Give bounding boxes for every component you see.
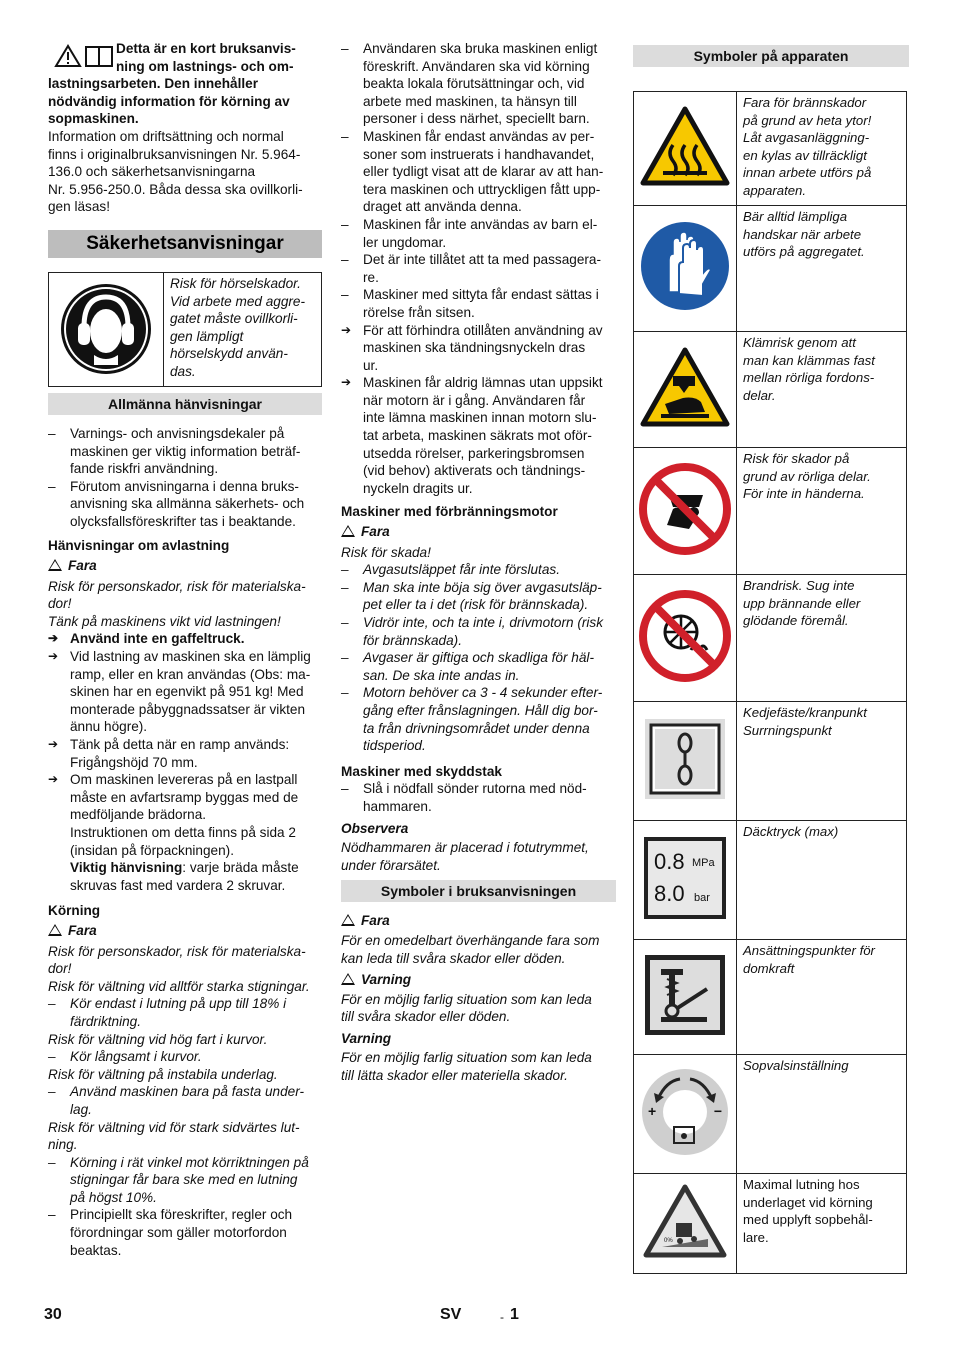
text-line: rörelse från sitsen. [363,304,475,320]
text-line: – Motorn behöver ca 3 - 4 sekunder efter- [363,685,603,701]
list-item [48,1206,322,1259]
varning-label: Varning [361,972,412,988]
text-line: fande riskfri användning. [70,461,219,477]
text-line: föreskrift. Användaren ska vid körning [363,58,590,74]
text-line: ramp, eller en kran användas (Obs: ma- [70,666,311,682]
text-line: till lätta skador eller materiella skador. [341,1068,568,1084]
text-line: tidsperiod. [363,738,426,754]
symbol-text: delar. [743,387,776,403]
text-line: – Det är inte tillåtet att ta med passagera- [363,252,602,268]
symbol-text: underlaget vid körning [743,1194,873,1210]
no-hand-reach-icon [634,448,737,575]
list-item [48,1083,322,1118]
symbol-text: innan arbete utförs på [743,165,872,181]
manual-symbols-title: Symboler i bruksanvisningen [341,880,616,902]
crush-hand-warning-icon [634,332,737,448]
text-line: – Man ska inte böja sig över avgasutsläp- [363,579,602,595]
symbol-text: Bär alltid lämpliga [743,209,848,224]
text-line: personer i dess närhet, speciellt barn. [363,111,590,127]
driving-title: Körning [48,903,101,919]
text-line: när motorn är i gång. Användaren får [363,392,586,408]
text-line: tat arbeta, maskinen säkrats mot oför- [363,428,592,444]
intro-bold-5: sopmaskinen. [48,111,139,127]
text-line: – Maskinen får inte användas av barn el- [363,216,598,232]
hot-surface-warning-icon [634,92,737,206]
text-line: nyckeln dragits ur. [363,480,473,496]
intro-line: gen läsas! [48,199,110,215]
text-line: ➔ Tänk på detta när en ramp används: [70,737,290,753]
text-line: maskinen ger viktig information beträf- [70,443,301,459]
varning-heading: Varning [341,1030,392,1046]
text-line: Risk för vältning på instabila underlag. [48,1066,278,1082]
symbol-text: man kan klämmas fast [743,352,875,368]
text-line: skinen har en egenvikt på 951 kg! Med [70,684,304,700]
intro-line: 136.0 och säkerhetsanvisningarna [48,164,256,180]
symbol-text: lare. [743,1229,769,1245]
text-line: (insidan på förpackningen). [70,842,234,858]
symbol-text: handskar när arbete [743,226,862,242]
text-line: dor! [48,961,72,977]
text-line: maskinen ska tändningsnyckeln dras [363,340,586,356]
section-title: Säkerhetsanvisningar [48,230,322,258]
intro-line: finns i originalbruksanvisningen Nr. 5.964- [48,146,301,162]
list-item [341,614,616,649]
column-left [48,40,322,1259]
text-line: olycksfallsföreskrifter tas i beaktande. [70,513,296,529]
list-item [341,286,616,321]
device-symbols-title: Symboler på apparaten [633,45,909,67]
text-line: under förarsätet. [341,857,441,873]
page-number: 30 [44,1306,62,1323]
symbol-text: apparaten. [743,182,807,198]
warning-icon [341,914,355,926]
list-item [48,995,322,1030]
text-line: – Maskiner med sittyta får endast sättas i [363,287,599,303]
symbol-text: domkraft [743,960,795,976]
symbol-text: Surrningspunkt [743,722,832,738]
text-line: Instruktionen om detta finns på sida 2 [70,825,296,840]
symbol-text: på grund av heta ytor! [743,112,872,128]
text-line: re. [363,269,379,285]
text-line: ännu högre). [70,719,148,735]
symbol-text: Sopvalsinställning [743,1058,849,1073]
text-line: För en möjlig farlig situation som kan leda [341,1050,592,1066]
hearing-text: gatet måste ovillkorli- [170,311,298,327]
viktig-line [70,859,322,877]
table-row [634,575,907,702]
hearing-text: hörselskydd använ- [170,346,288,362]
text-line: Risk för vältning vid för stark sidvärtes lut- [48,1119,300,1135]
intro-bold-2: ning om lastnings- och om- [116,58,294,74]
varning-heading [341,971,616,989]
text-line: För en möjlig farlig situation som kan leda [341,991,592,1007]
list-item [48,478,322,531]
text-line: ➔ Vid lastning av maskinen ska en lämplig [70,649,311,665]
fara-heading [48,922,322,940]
observera-title: Observera [341,820,409,836]
table-row [634,92,907,206]
text-line: beaktas. [70,1242,122,1258]
list-item: – Kör långsamt i kurvor. [48,1048,322,1066]
symbol-text: Risk för skador på [743,451,850,466]
table-row [634,1174,907,1274]
text-line: ler ungdomar. [363,234,447,250]
text-line: förordningar som gäller motorfordon [70,1225,287,1241]
symbol-text: med upplyft sopbehål- [743,1212,873,1228]
symbol-text: Låt avgasanläggning- [743,130,870,146]
text-line: hammaren. [363,798,432,814]
text-line: Risk för vältning vid alltför starka stigningar. [48,978,310,994]
fara-label: Fara [68,558,97,574]
text-line: eller tydligt visat att de klarar av att han- [363,164,604,180]
slope-label: 0% [664,1238,673,1245]
fara-heading [341,523,616,541]
warning-icon [48,559,62,571]
slope-warning-icon [634,1174,737,1274]
text-line: skruvas fast med vardera 2 skruvar. [70,877,286,893]
pressure-value: 8.0 [654,880,685,906]
text-line: arbete med maskinen, ta hänsyn till [363,93,577,109]
unloading-title: Hänvisningar om avlastning [48,537,230,553]
symbol-text: grund av rörliga delar. [743,468,871,484]
list-item [341,40,616,128]
tyre-pressure-icon [634,821,737,940]
footer-number: 1 [510,1306,519,1323]
jack-point-icon [634,940,737,1055]
table-row [634,702,907,821]
text-line: – Avgaser är giftiga och skadliga för häl- [363,650,594,666]
hearing-box [48,272,322,387]
text-line: medföljande brädorna. [70,807,207,823]
text-line: – Användaren ska bruka maskinen enligt [363,41,598,56]
text-line: beakta lokala förutsättningar och, vid [363,76,585,92]
hearing-text: Vid arbete med aggre- [170,293,306,309]
intro-bold-3: lastningsarbeten. Den innehåller [48,76,258,92]
text-line: – Kör endast i lutning på upp till 18% i [70,996,287,1012]
no-burning-objects-icon [634,575,737,702]
roof-title: Maskiner med skyddstak [341,763,502,779]
fara-label: Fara [68,922,97,938]
text-line: Frigångshöjd 70 mm. [70,754,198,770]
text-line: draget att använda denna. [363,199,522,215]
ear-protection-icon [49,273,164,386]
chain-lashing-point-icon [634,702,737,821]
fara-label: Fara [361,913,390,929]
table-row [634,206,907,332]
list-item [341,649,616,684]
text-line: monterade påbyggnadssatser är vikten [70,701,306,717]
intro-bold-4: nödvändig information för körning av [48,93,290,109]
list-item [341,216,616,251]
hearing-text: Risk för hörselskador. [170,275,301,291]
symbol-text: Kedjefäste/kranpunkt [743,705,867,720]
symbol-text: Fara för brännskador [743,95,867,110]
table-row [634,1055,907,1174]
symbol-text: Brandrisk. Sug inte [743,578,855,593]
text-line: – Maskinen får endast användas av per- [363,128,595,144]
text-line: dor! [48,596,72,612]
list-item [341,780,616,815]
table-row [634,448,907,575]
broom-adjust-icon [634,1055,737,1174]
arrow-item [341,322,616,375]
intro-block [48,40,322,216]
text-line: soner som instruerats i handhavandet, [363,146,595,162]
language-code: SV [440,1306,462,1323]
hearing-text: das. [170,363,196,379]
text-line: Tänk på maskinens vikt vid lastningen! [48,613,281,629]
table-row [634,940,907,1055]
symbol-text: upp brännande eller [743,595,861,611]
warning-icon [341,525,355,537]
text-line: – Förutom anvisningarna i denna bruks- [70,478,299,494]
text-line: utsedda rörelser, parkeringsbromsen [363,445,585,461]
pressure-unit: bar [694,891,710,904]
intro-bold-1: Detta är en kort bruksanvis- [116,41,296,56]
text-line: ➔ För att förhindra otillåten användning av [363,322,603,338]
minus-sign: − [713,1102,722,1119]
table-row [634,332,907,448]
text-line: – Vidrör inte, och ta inte i, drivmotorn (risk [363,615,603,630]
hearing-text: gen lämpligt [170,328,244,344]
text-line: – Varnings- och anvisningsdekaler på [70,425,285,441]
text-line: stigningar får bara ske med en lutning [70,1172,298,1188]
symbol-text: För inte in händerna. [743,486,865,502]
text-span: : varje bräda måste [182,860,299,876]
text-line: ning. [48,1137,78,1153]
column-right [633,40,909,1274]
text-line: Risk för skada! [341,544,431,560]
text-line: till svåra skador eller döden. [341,1009,511,1025]
text-line: För en omedelbart överhängande fara som [341,932,600,948]
text-line: Risk för personskador, risk för materialska- [48,943,306,959]
viktig-label: Viktig hänvisning [70,860,183,876]
symbol-text: utförs på aggregatet. [743,244,865,260]
text-line: ➔ Om maskinen levereras på en lastpall [70,772,298,788]
symbol-text: Klämrisk genom att [743,335,856,350]
fara-label: Fara [361,524,390,540]
intro-line: Information om driftsättning och normal [48,128,284,144]
text-line: ur. [363,357,379,373]
arrow-item [48,771,322,894]
gloves-mandatory-icon [634,206,737,332]
symbol-table [633,91,907,1274]
table-row [634,821,907,940]
symbol-text: mellan rörliga fordons- [743,370,875,386]
symbol-text: Maximal lutning hos [743,1177,860,1192]
engine-title: Maskiner med förbränningsmotor [341,504,558,520]
arrow-item: ➔ Använd inte en gaffeltruck. [48,630,322,648]
text-line: – Principiellt ska föreskrifter, regler och [70,1207,293,1223]
text-line: måste en avfartsramp byggas med de [70,789,299,805]
column-middle [341,40,616,1085]
warning-icon [48,924,62,936]
text-line: – Slå i nödfall sönder rutorna med nöd- [363,781,587,797]
list-item [341,684,616,754]
text-line: anvisning ska allmänna säkerhets- och [70,496,305,512]
pressure-value: 0.8 [654,848,685,874]
plus-sign: + [648,1102,657,1119]
text-line: gång efter frånslagningen. Håll dig bor- [363,702,598,718]
text-line: färdriktning. [70,1013,142,1029]
list-item [48,425,322,478]
list-item [341,251,616,286]
text-line: Nödhammaren är placerad i fotutrymmet, [341,840,589,856]
text-line: på högst 10%. [70,1189,157,1205]
text-line: ta från drivningsområdet under denna [363,720,590,736]
text-line: inte lämna maskinen innan motorn slu- [363,410,597,426]
pressure-unit: MPa [692,856,715,869]
text-line: (vid behov) aktiverats och tändnings- [363,463,586,479]
symbol-text: Däcktryck (max) [743,824,839,839]
arrow-item [341,374,616,497]
intro-line: Nr. 5.956-250.0. Båda dessa ska ovillkorli- [48,181,303,197]
list-item: – Avgasutsläppet får inte förslutas. [341,561,616,579]
text-line: tera maskinen och uttryckligen fått upp- [363,181,601,197]
list-item [341,128,616,216]
symbol-text: glödande föremål. [743,613,849,629]
footer-separator: - [500,1310,504,1324]
general-title: Allmänna hänvisningar [48,393,322,415]
text-line: san. De ska inte andas in. [363,667,520,683]
symbol-text: Ansättningspunkter för [743,943,875,958]
fara-heading [48,557,322,575]
text-line: Risk för vältning vid hög fart i kurvor. [48,1031,268,1047]
arrow-item [48,648,322,736]
text-line: för brännskada). [363,632,462,648]
warning-icon [341,973,355,985]
text-line: pet eller ta i det (risk för brännskada). [363,597,589,613]
symbol-text: en kylas av tillräckligt [743,147,867,163]
arrow-item [48,736,322,771]
fara-heading [341,912,616,930]
warning-book-icon [54,44,116,68]
list-item [341,579,616,614]
text-line: kan leda till svåra skador eller döden. [341,950,566,966]
text-line: Risk för personskador, risk för materialska- [48,578,306,594]
text-line: – Körning i rät vinkel mot körriktningen på [70,1154,309,1170]
text-line: lag. [70,1101,92,1117]
text-line: ➔ Maskinen får aldrig lämnas utan uppsikt [363,375,603,391]
text-line: – Använd maskinen bara på fasta under- [70,1084,305,1100]
list-item [48,1154,322,1207]
